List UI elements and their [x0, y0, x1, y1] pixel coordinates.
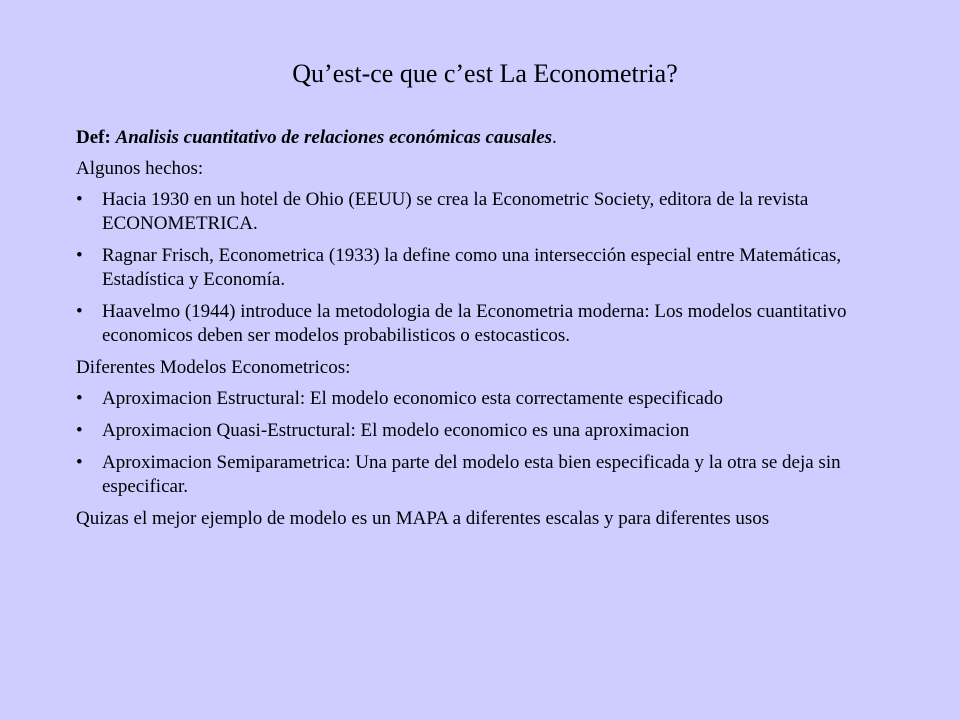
slide-title: Qu’est-ce que c’est La Econometria? — [292, 59, 678, 88]
facts-heading: Algunos hechos: — [76, 158, 204, 179]
definition-label: Def: — [76, 127, 111, 148]
model-item-2 — [76, 419, 896, 443]
fact-text-2: Ragnar Frisch, Econometrica (1933) la define como una intersección especial entre Matemáticas, Estadística y Economía. — [102, 245, 842, 290]
fact-item-3 — [76, 300, 896, 348]
slide-body — [76, 126, 896, 538]
bullet-icon: • — [76, 452, 83, 473]
fact-item-1 — [76, 188, 896, 236]
bullet-icon: • — [76, 245, 83, 266]
fact-text-3: Haavelmo (1944) introduce la metodologia de la Econometria moderna: Los modelos cuantitativo economicos deben ser modelos probabilisticos o estocasticos. — [102, 301, 847, 346]
fact-item-2 — [76, 244, 896, 292]
definition-end: . — [552, 127, 557, 148]
bullet-icon: • — [76, 301, 83, 322]
bullet-icon: • — [76, 420, 83, 441]
models-heading: Diferentes Modelos Econometricos: — [76, 357, 351, 378]
definition-line — [76, 126, 896, 150]
closing-text: Quizas el mejor ejemplo de modelo es un MAPA a diferentes escalas y para diferentes usos — [76, 508, 770, 529]
definition-text: Analisis cuantitativo de relaciones económicas causales — [115, 127, 553, 148]
fact-text-1: Hacia 1930 en un hotel de Ohio (EEUU) se crea la Econometric Society, editora de la revista ECONOMETRICA. — [102, 189, 809, 234]
bullet-icon: • — [76, 388, 83, 409]
model-text-1: Aproximacion Estructural: El modelo economico esta correctamente especificado — [102, 388, 723, 409]
model-item-3 — [76, 451, 896, 499]
model-text-3: Aproximacion Semiparametrica: Una parte del modelo esta bien especificada y la otra se deja sin especificar. — [102, 452, 841, 497]
model-text-2: Aproximacion Quasi-Estructural: El modelo economico es una aproximacion — [102, 420, 690, 441]
bullet-icon: • — [76, 189, 83, 210]
model-item-1 — [76, 387, 896, 411]
